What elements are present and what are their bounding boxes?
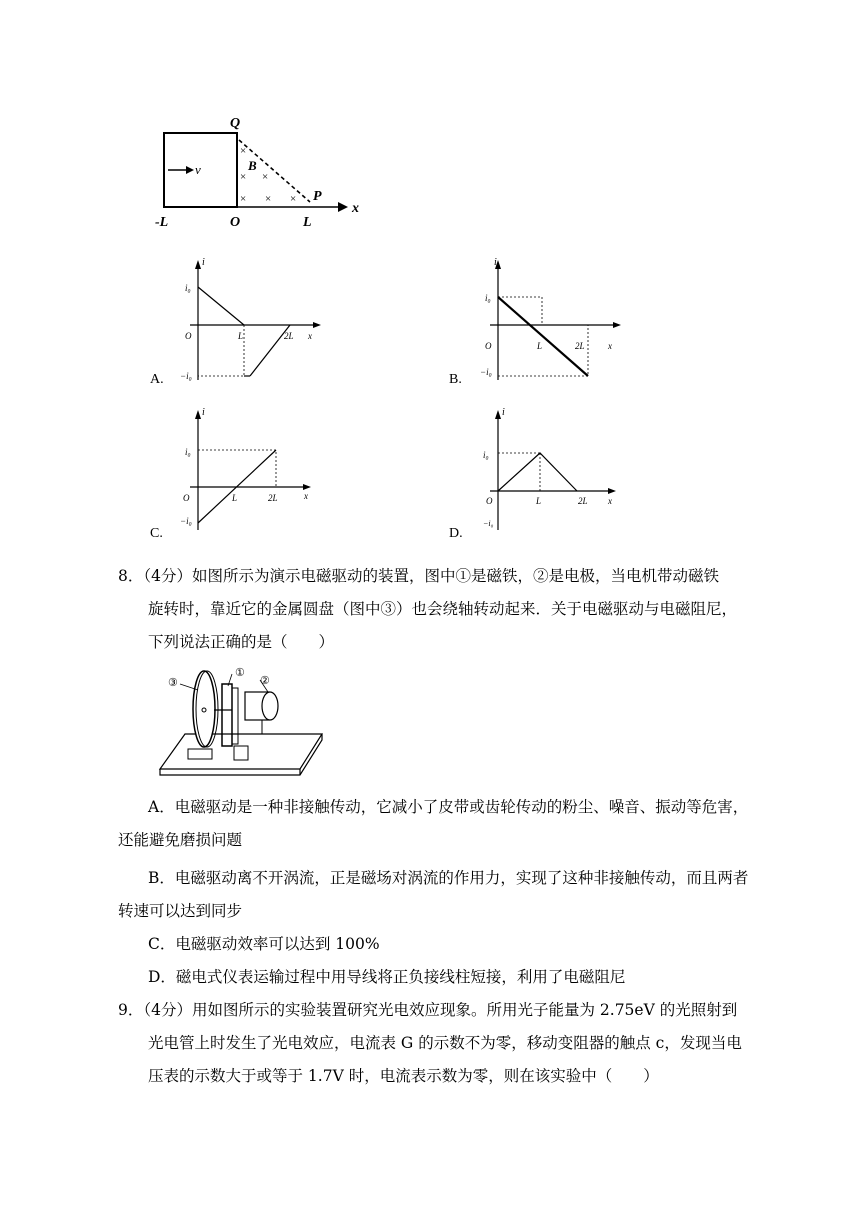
- svg-text:O: O: [485, 341, 492, 351]
- svg-text:L: L: [238, 331, 244, 341]
- graph-b: [480, 255, 630, 385]
- option-b-label: B.: [449, 372, 462, 387]
- svg-text:O: O: [486, 496, 493, 506]
- svg-text:O: O: [185, 331, 192, 341]
- main-figure: [150, 110, 370, 235]
- q9-line-3: 压表的示数大于或等于 1.7V 时，电流表示数为零，则在该实验中（ ）: [148, 1067, 659, 1085]
- svg-text:−i₀: −i₀: [180, 516, 192, 526]
- svg-text:×: ×: [265, 193, 272, 205]
- q9-line-2: 光电管上时发生了光电效应，电流表 G 的示数不为零，移动变阻器的触点 c，发现当电: [148, 1034, 742, 1052]
- svg-text:−i₀: −i₀: [483, 519, 494, 528]
- svg-text:③: ③: [168, 677, 178, 689]
- magnetic-field-crosses: [240, 145, 296, 205]
- svg-text:L: L: [303, 215, 312, 230]
- svg-text:2L: 2L: [268, 493, 278, 503]
- svg-text:×: ×: [240, 171, 247, 183]
- svg-text:i₀: i₀: [185, 447, 191, 457]
- q8-option-b-line-1: B．电磁驱动离不开涡流，正是磁场对涡流的作用力，实现了这种非接触传动，而且两者: [148, 869, 749, 887]
- svg-text:x: x: [608, 496, 612, 506]
- svg-text:B: B: [248, 158, 257, 173]
- svg-text:x: x: [352, 201, 359, 216]
- svg-text:-L: -L: [155, 215, 169, 230]
- svg-text:i₀: i₀: [483, 450, 489, 460]
- q8-option-b-line-2: 转速可以达到同步: [118, 902, 243, 920]
- svg-text:O: O: [230, 215, 241, 230]
- svg-text:−i₀: −i₀: [480, 367, 492, 377]
- svg-text:2L: 2L: [284, 331, 294, 341]
- svg-text:P: P: [313, 189, 322, 204]
- graph-c: [180, 405, 330, 535]
- svg-text:2L: 2L: [575, 341, 585, 351]
- motor: [262, 692, 278, 720]
- graph-a: [180, 255, 330, 385]
- svg-text:i: i: [502, 407, 505, 418]
- svg-text:L: L: [537, 341, 543, 351]
- svg-text:−i₀: −i₀: [180, 371, 192, 381]
- svg-text:×: ×: [240, 193, 247, 205]
- svg-text:x: x: [304, 491, 308, 501]
- svg-text:i₀: i₀: [185, 283, 191, 293]
- option-a-label: A.: [150, 372, 164, 387]
- svg-text:①: ①: [235, 667, 245, 679]
- q8-line-2: 旋转时，靠近它的金属圆盘（图中③）也会绕轴转动起来．关于电磁驱动与电磁阻尼，: [148, 600, 738, 618]
- svg-text:×: ×: [290, 193, 297, 205]
- svg-text:i: i: [202, 407, 205, 418]
- q9-line-1: 9．（4分）用如图所示的实验装置研究光电效应现象。所用光子能量为 2.75eV 的光照射到: [118, 1001, 738, 1019]
- option-d-label: D.: [449, 526, 463, 541]
- svg-text:x: x: [308, 331, 312, 341]
- q8-line-1: 8．（4分）如图所示为演示电磁驱动的装置，图中①是磁铁，②是电极，当电机带动磁铁: [118, 567, 719, 585]
- svg-text:×: ×: [240, 145, 247, 157]
- svg-text:Q: Q: [230, 116, 241, 131]
- svg-text:O: O: [183, 493, 190, 503]
- svg-text:2L: 2L: [578, 496, 588, 506]
- option-c-label: C.: [150, 526, 163, 541]
- svg-text:×: ×: [262, 171, 269, 183]
- q8-option-a-line-2: 还能避免磨损问题: [118, 831, 243, 849]
- velocity-label: v: [195, 162, 201, 177]
- svg-text:i: i: [202, 257, 205, 268]
- q8-line-3: 下列说法正确的是（ ）: [148, 633, 335, 651]
- svg-text:L: L: [536, 496, 542, 506]
- graph-d: [480, 405, 630, 535]
- q8-option-c: C．电磁驱动效率可以达到 100%: [148, 935, 380, 953]
- svg-text:x: x: [608, 341, 612, 351]
- svg-text:②: ②: [260, 675, 270, 687]
- svg-text:i₀: i₀: [485, 293, 491, 303]
- svg-text:i: i: [494, 257, 497, 268]
- q8-option-a-line-1: A．电磁驱动是一种非接触传动，它减小了皮带或齿轮传动的粉尘、噪音、振动等危害，: [148, 798, 749, 816]
- svg-text:L: L: [232, 493, 238, 503]
- q8-option-d: D．磁电式仪表运输过程中用导线将正负接线柱短接，利用了电磁阻尼: [148, 968, 626, 986]
- electromagnetic-drive-figure: [150, 664, 330, 784]
- magnet: [222, 684, 232, 746]
